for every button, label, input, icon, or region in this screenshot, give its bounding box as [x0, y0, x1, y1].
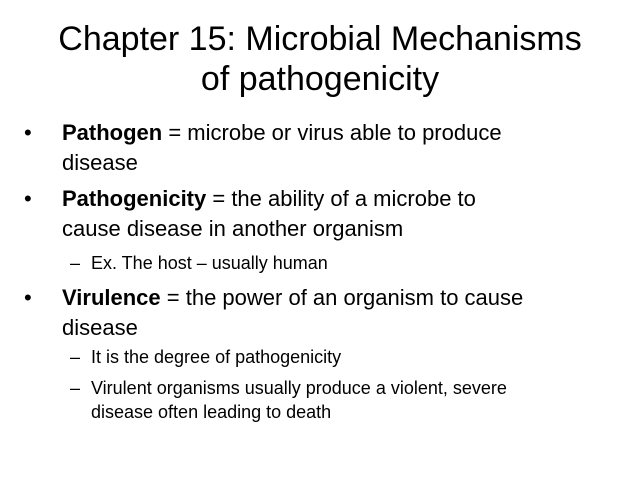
bullet-marker: • [24, 120, 32, 145]
term-virulence: Virulence [62, 285, 161, 310]
bullet-marker: • [24, 285, 32, 310]
definition-pathogenicity-line-1: = the ability of a microbe to [206, 186, 476, 211]
bullet-marker: • [24, 186, 32, 211]
definition-pathogen-line-1: = microbe or virus able to produce [162, 120, 502, 145]
definition-pathogen-line-2: disease [62, 150, 138, 175]
sub-bullet-text: It is the degree of pathogenicity [91, 347, 342, 367]
sub-bullet-marker: – [70, 347, 81, 367]
sub-bullet-text [91, 376, 601, 424]
sub-bullet-marker: – [70, 253, 81, 273]
definition-virulence-line-2: disease [62, 315, 138, 340]
slide-title-line-1: Chapter 15: Microbial Mechanisms [58, 20, 582, 58]
bullet-text [62, 184, 607, 244]
slide-title-line-2: of pathogenicity [200, 60, 440, 98]
term-pathogenicity: Pathogenicity [62, 186, 207, 211]
bullet-text [62, 118, 607, 178]
sub-bullet-line-2: disease often leading to death [91, 402, 332, 422]
sub-bullet-marker: – [70, 378, 81, 398]
sub-bullet-line-1: Virulent organisms usually produce a violent, severe [91, 378, 507, 398]
sub-bullet-text: Ex. The host – usually human [91, 253, 328, 273]
definition-virulence-line-1: = the power of an organism to cause [160, 285, 524, 310]
term-pathogen: Pathogen [62, 120, 163, 145]
definition-pathogenicity-line-2: cause disease in another organism [62, 216, 404, 241]
bullet-text [62, 283, 607, 343]
